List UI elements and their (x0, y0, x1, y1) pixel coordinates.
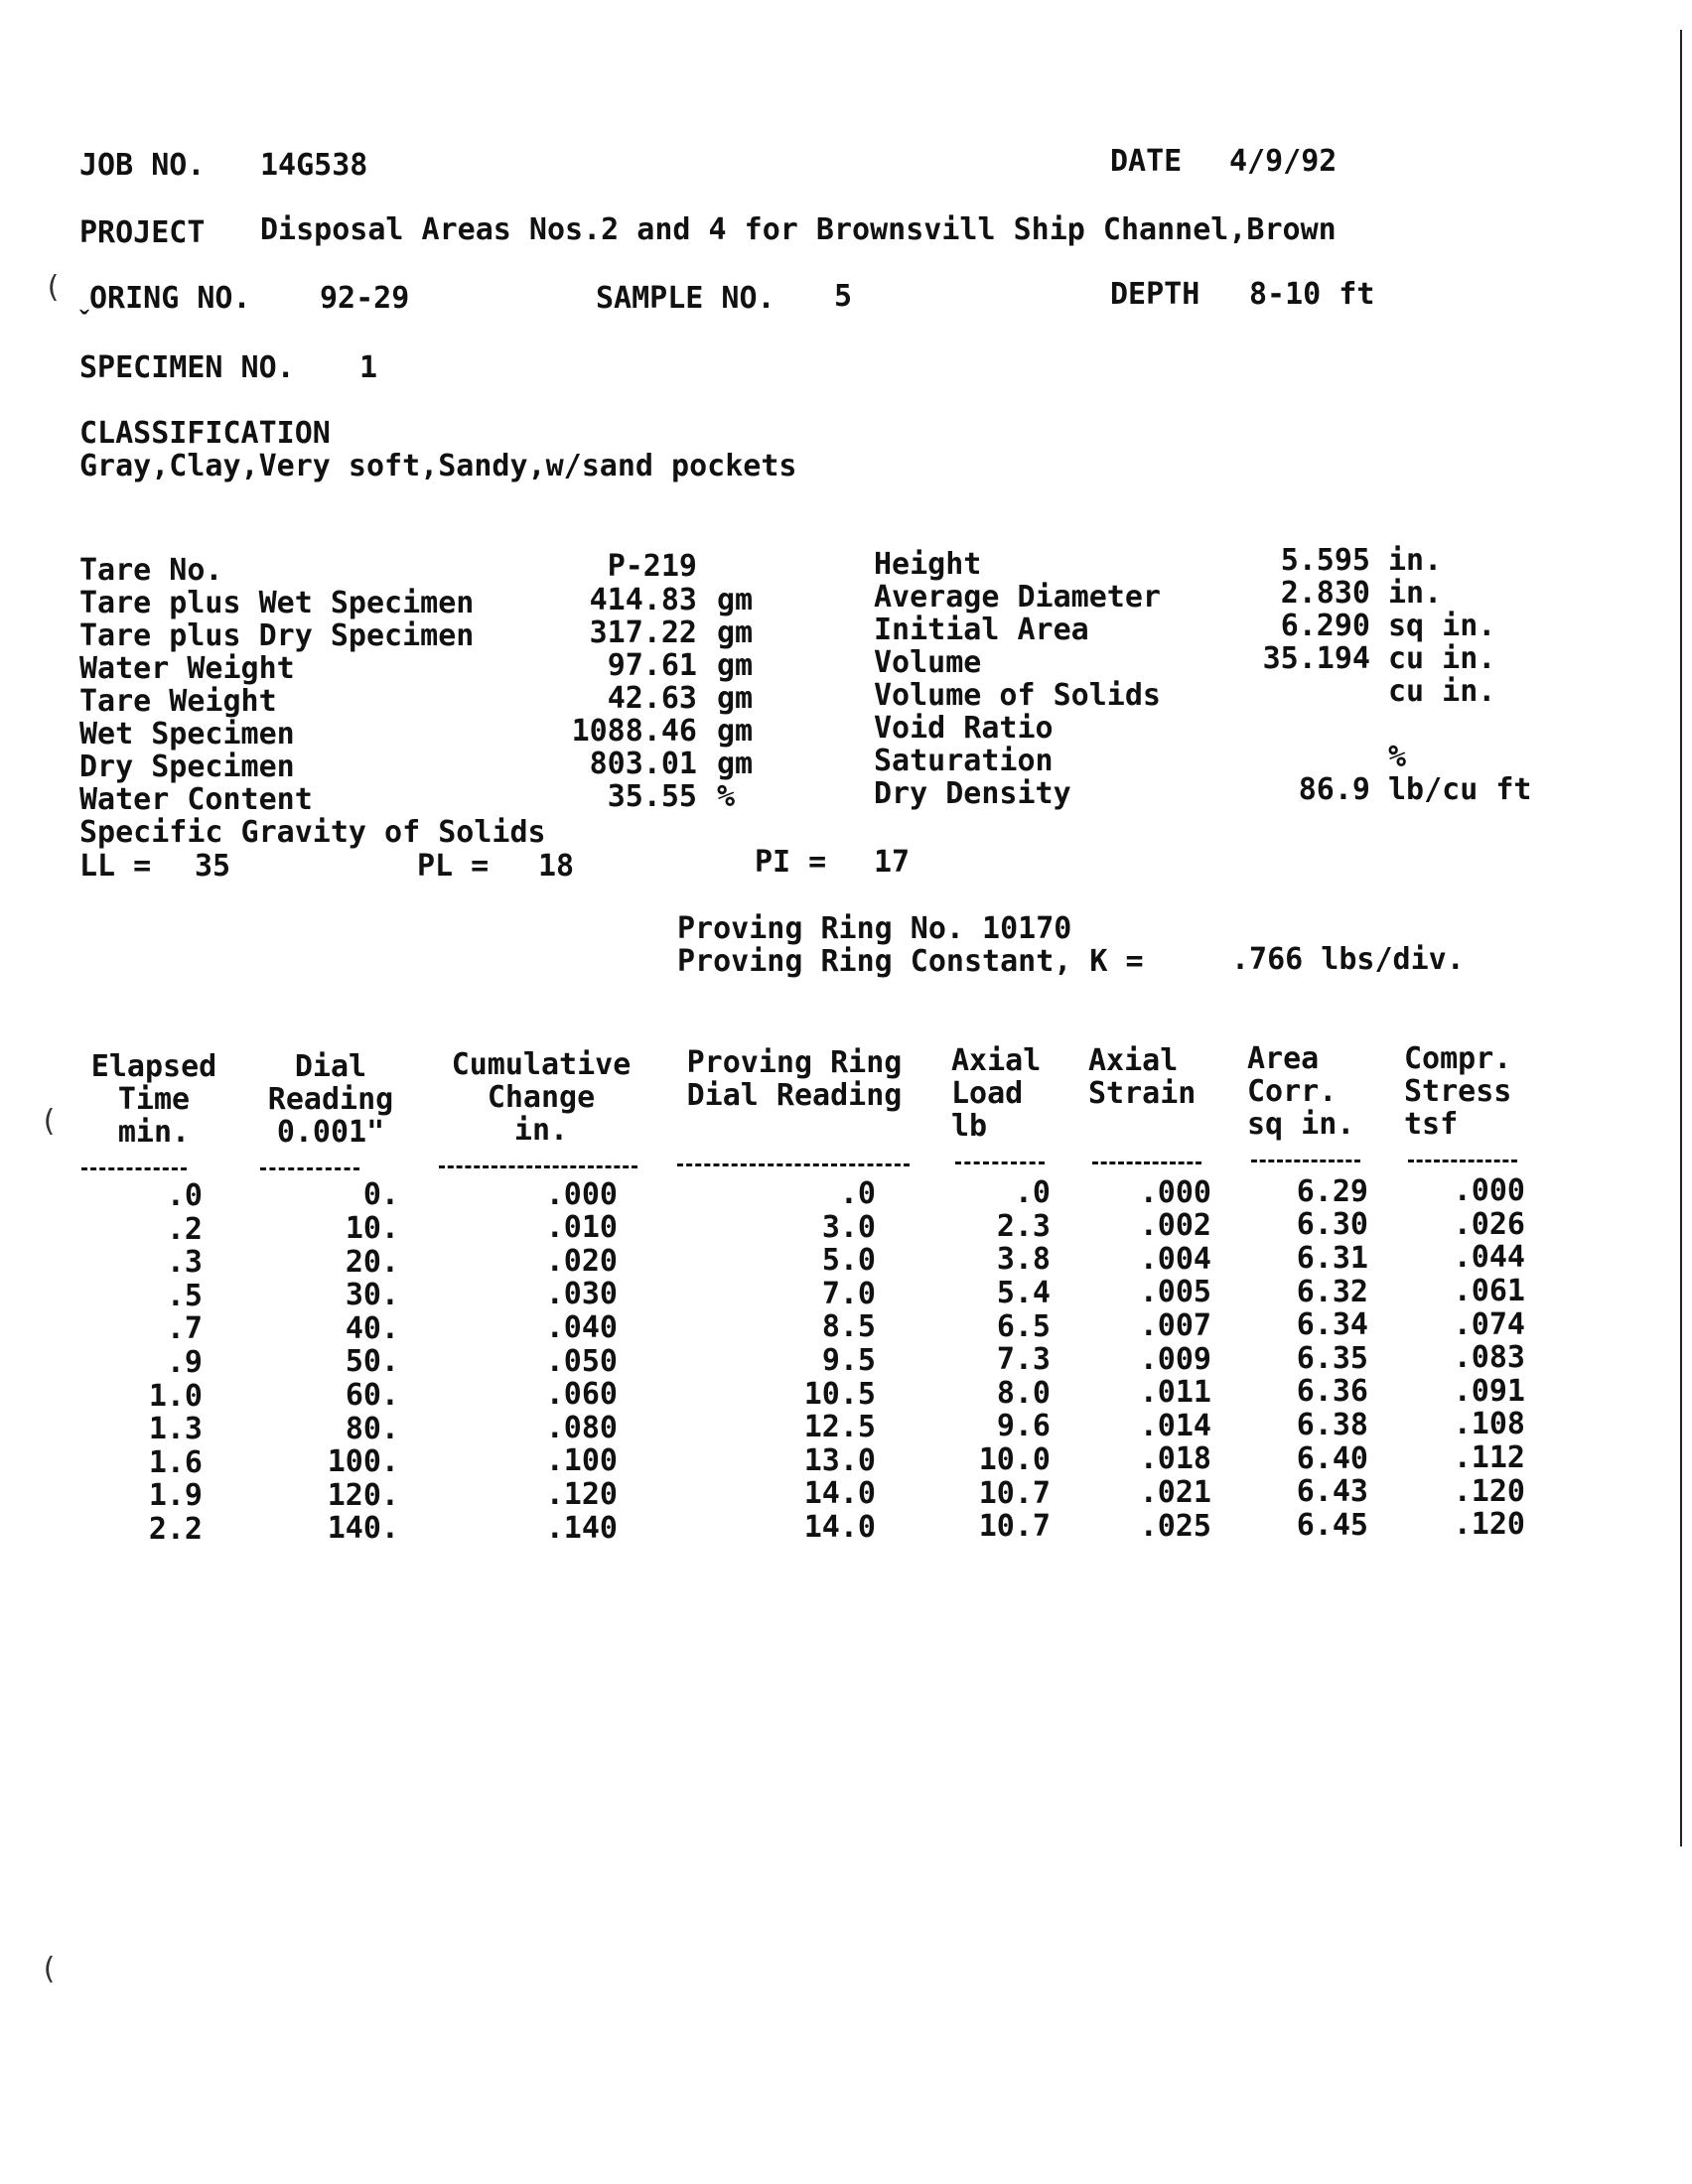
ll-label: LL = (79, 849, 152, 884)
table-cell: .025 (1139, 1508, 1211, 1544)
prop-label: Tare Weight (79, 684, 277, 719)
table-cell: 80. (345, 1411, 399, 1446)
table-cell: .050 (545, 1343, 618, 1379)
table-cell: 10.7 (978, 1475, 1051, 1511)
date-label: DATE (1110, 144, 1183, 179)
pl-value: 18 (538, 849, 575, 884)
classification-value: Gray,Clay,Very soft,Sandy,w/sand pockets (79, 449, 797, 483)
prop-unit: % (717, 779, 736, 814)
table-cell: .005 (1139, 1275, 1211, 1310)
table-cell: .044 (1453, 1240, 1525, 1276)
table-cell: .000 (1453, 1173, 1525, 1209)
prop-unit: % (1388, 740, 1407, 774)
table-cell: .120 (545, 1477, 618, 1512)
prop-label: Dry Density (874, 776, 1071, 811)
prop-label: Average Diameter (874, 580, 1161, 614)
table-cell: 9.6 (996, 1409, 1051, 1444)
specific-gravity-label: Specific Gravity of Solids (79, 815, 546, 850)
prop-unit: gm (717, 681, 754, 716)
table-cell: 60. (345, 1377, 399, 1413)
pi-value: 17 (874, 845, 911, 880)
column-header: Area Corr. sq in. (1247, 1041, 1355, 1142)
table-cell: .112 (1453, 1439, 1525, 1475)
column-header: Dial Reading 0.001" (267, 1049, 394, 1150)
table-cell: 1.9 (148, 1478, 203, 1514)
table-cell: 40. (345, 1310, 399, 1346)
table-cell: .5 (166, 1278, 203, 1313)
header-rule (955, 1161, 1045, 1164)
table-cell: 5.4 (996, 1276, 1051, 1310)
job-number: 14G538 (260, 148, 368, 183)
date-value: 4/9/92 (1229, 144, 1338, 179)
table-cell: 100. (327, 1444, 399, 1480)
table-cell: 9.5 (821, 1342, 876, 1378)
prop-label: Void Ratio (874, 711, 1054, 746)
table-cell: .091 (1453, 1373, 1525, 1409)
table-cell: 6.35 (1296, 1340, 1368, 1376)
table-cell: 20. (345, 1244, 399, 1280)
margin-mark: ( (40, 1104, 59, 1139)
table-cell: .100 (545, 1443, 618, 1479)
table-cell: .3 (166, 1245, 203, 1281)
table-cell: .026 (1453, 1206, 1525, 1242)
table-cell: .010 (545, 1210, 618, 1246)
table-cell: .060 (545, 1377, 618, 1413)
prop-value: 414.83 (589, 583, 697, 617)
table-cell: .014 (1139, 1408, 1211, 1443)
specimen-label: SPECIMEN NO. (79, 350, 295, 385)
table-cell: .011 (1139, 1375, 1211, 1411)
column-header: Cumulative Change in. (451, 1047, 632, 1148)
table-cell: 6.30 (1296, 1207, 1368, 1243)
prop-label: Dry Specimen (79, 750, 295, 784)
header-rule (1408, 1160, 1517, 1162)
table-cell: 6.43 (1296, 1474, 1368, 1510)
table-cell: 10. (345, 1210, 399, 1246)
pl-label: PL = (417, 849, 490, 884)
prop-value: 5.595 (1280, 543, 1370, 578)
table-cell: 8.0 (996, 1375, 1051, 1411)
boring-label: ˬORING NO. (79, 281, 251, 316)
table-cell: 10.5 (803, 1376, 876, 1412)
table-cell: 8.5 (821, 1309, 876, 1345)
table-cell: 6.5 (996, 1308, 1051, 1344)
prop-value: 6.290 (1280, 609, 1370, 643)
table-cell: 7.3 (996, 1342, 1051, 1378)
table-cell: .000 (545, 1176, 618, 1212)
table-cell: .108 (1453, 1407, 1525, 1442)
proving-ring-constant-label: Proving Ring Constant, K = (677, 944, 1144, 979)
column-header: Axial Strain (1088, 1043, 1197, 1111)
table-cell: 12.5 (803, 1410, 876, 1445)
table-cell: .080 (545, 1410, 618, 1445)
table-cell: 6.32 (1296, 1274, 1368, 1309)
table-cell: .040 (545, 1310, 618, 1345)
prop-unit: lb/cu ft (1388, 772, 1532, 807)
prop-unit: gm (717, 583, 754, 617)
table-cell: 1.6 (148, 1444, 203, 1480)
table-cell: .0 (1014, 1175, 1051, 1211)
prop-value: 35.55 (607, 779, 697, 814)
table-cell: 0. (362, 1177, 399, 1213)
prop-label: Saturation (874, 744, 1054, 778)
table-cell: .083 (1453, 1340, 1525, 1376)
table-cell: 2.3 (996, 1208, 1051, 1244)
column-header: Proving Ring Dial Reading (686, 1045, 903, 1113)
table-cell: 6.29 (1296, 1173, 1368, 1209)
prop-unit: gm (717, 615, 754, 650)
prop-value: 1088.46 (571, 714, 697, 749)
prop-value: 97.61 (607, 648, 697, 683)
table-cell: .030 (545, 1277, 618, 1312)
sample-label: SAMPLE NO. (596, 281, 776, 316)
table-cell: .018 (1139, 1441, 1211, 1477)
prop-label: Initial Area (874, 613, 1089, 647)
prop-value: 2.830 (1280, 576, 1370, 611)
prop-label: Volume of Solids (874, 678, 1161, 713)
table-cell: 10.0 (978, 1442, 1051, 1477)
header-rule (677, 1163, 910, 1166)
table-cell: 6.40 (1296, 1440, 1368, 1476)
table-cell: .007 (1139, 1307, 1211, 1343)
header-rule (1092, 1161, 1201, 1164)
table-cell: 30. (345, 1278, 399, 1313)
table-cell: 1.0 (148, 1378, 203, 1414)
table-cell: .020 (545, 1243, 618, 1279)
header-rule (260, 1167, 359, 1170)
column-header: Elapsed Time min. (90, 1049, 217, 1150)
table-cell: 1.3 (148, 1412, 203, 1447)
margin-mark: ( (44, 270, 63, 305)
prop-label: Wet Specimen (79, 717, 295, 751)
prop-value: P-219 (607, 549, 697, 584)
classification-label: CLASSIFICATION (79, 416, 331, 451)
prop-unit: in. (1388, 543, 1443, 578)
table-cell: 50. (345, 1344, 399, 1380)
sample-number: 5 (834, 279, 853, 314)
table-cell: .061 (1453, 1273, 1525, 1308)
prop-unit: in. (1388, 576, 1443, 611)
margin-mark: ( (40, 1952, 59, 1986)
table-cell: .009 (1139, 1341, 1211, 1377)
depth-value: 8-10 ft (1249, 277, 1375, 312)
table-cell: 13.0 (803, 1442, 876, 1478)
table-cell: 10.7 (978, 1509, 1051, 1545)
specimen-number: 1 (359, 350, 378, 385)
prop-value: 803.01 (589, 747, 697, 781)
prop-unit: gm (717, 747, 754, 781)
prop-label: Volume (874, 645, 982, 680)
table-cell: 2.2 (148, 1512, 203, 1547)
table-cell: .120 (1453, 1507, 1525, 1543)
ll-value: 35 (195, 849, 231, 884)
table-cell: .120 (1453, 1473, 1525, 1509)
table-cell: .140 (545, 1510, 618, 1546)
table-cell: .2 (166, 1211, 203, 1247)
table-cell: .7 (166, 1311, 203, 1347)
table-cell: 6.45 (1296, 1507, 1368, 1543)
table-cell: 120. (327, 1477, 399, 1513)
prop-unit: cu in. (1388, 641, 1496, 676)
table-cell: .002 (1139, 1208, 1211, 1244)
pi-label: PI = (755, 845, 827, 880)
table-cell: .074 (1453, 1306, 1525, 1342)
table-cell: 14.0 (803, 1509, 876, 1545)
prop-unit: gm (717, 648, 754, 683)
boring-number: 92-29 (320, 281, 410, 316)
header-rule (1251, 1160, 1360, 1162)
table-cell: .004 (1139, 1241, 1211, 1277)
table-cell: .0 (839, 1175, 876, 1211)
table-cell: .021 (1139, 1474, 1211, 1510)
proving-ring-number: Proving Ring No. 10170 (677, 911, 1072, 946)
prop-label: Tare plus Dry Specimen (79, 618, 475, 653)
table-cell: 6.34 (1296, 1307, 1368, 1343)
prop-unit: cu in. (1388, 674, 1496, 709)
prop-label: Water Weight (79, 651, 295, 686)
header-rule (81, 1167, 187, 1170)
table-cell: 6.31 (1296, 1241, 1368, 1276)
table-cell: 5.0 (821, 1243, 876, 1279)
table-cell: 3.8 (996, 1242, 1051, 1278)
prop-label: Water Content (79, 782, 313, 817)
table-cell: 14.0 (803, 1476, 876, 1512)
table-cell: .000 (1139, 1174, 1211, 1210)
prop-label: Height (874, 547, 982, 582)
prop-value: 317.22 (589, 615, 697, 650)
prop-unit: gm (717, 714, 754, 749)
proving-ring-constant-value: .766 lbs/div. (1231, 942, 1465, 977)
project-value: Disposal Areas Nos.2 and 4 for Brownsvill Ship Channel,Brown (260, 212, 1337, 247)
prop-label: Tare No. (79, 553, 223, 588)
table-cell: 6.38 (1296, 1408, 1368, 1442)
prop-value: 42.63 (607, 681, 697, 716)
table-cell: 140. (327, 1511, 399, 1547)
table-cell: .0 (166, 1178, 203, 1213)
table-cell: 7.0 (821, 1276, 876, 1311)
job-label: JOB NO. (79, 148, 206, 183)
depth-label: DEPTH (1110, 277, 1200, 312)
table-cell: .9 (166, 1345, 203, 1380)
prop-value: 35.194 (1262, 641, 1370, 676)
prop-unit: sq in. (1388, 609, 1496, 643)
column-header: Axial Load lb (951, 1043, 1042, 1144)
table-cell: 3.0 (821, 1209, 876, 1245)
project-label: PROJECT (79, 215, 206, 250)
prop-label: Tare plus Wet Specimen (79, 586, 475, 620)
page-edge-line (1680, 30, 1682, 1846)
column-header: Compr. Stress tsf (1404, 1041, 1512, 1142)
header-rule (439, 1165, 637, 1168)
table-cell: 6.36 (1296, 1374, 1368, 1410)
prop-value: 86.9 (1298, 772, 1370, 807)
